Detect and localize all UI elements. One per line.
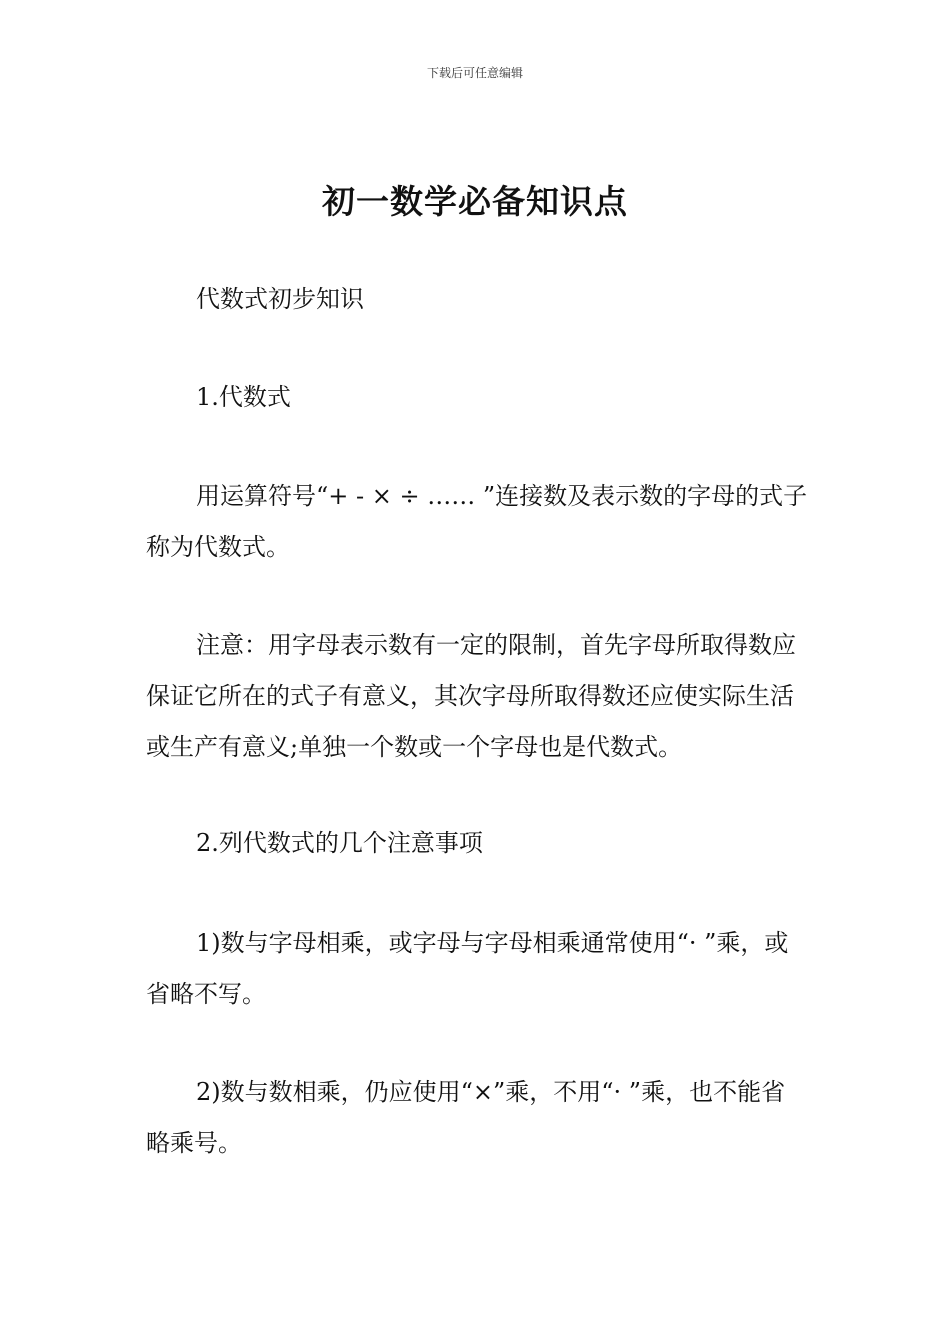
paragraph-definition: 用运算符号“+ - × ÷ …… ”连接数及表示数的字母的式子称为代数式。 xyxy=(146,482,808,561)
subsection-heading: 2.列代数式的几个注意事项 xyxy=(196,829,483,857)
list-item: 2)数与数相乘，仍应使用“×”乘，不用“· ”乘，也不能省略乘号。 xyxy=(146,1078,786,1157)
document-title: 初一数学必备知识点 xyxy=(322,182,628,221)
subsection-heading: 1.代数式 xyxy=(196,383,291,411)
section-heading: 代数式初步知识 xyxy=(196,285,364,313)
paragraph-note: 注意：用字母表示数有一定的限制，首先字母所取得数应保证它所在的式子有意义，其次字母所取得数还应使实际生活或生产有意义;单独一个数或一个字母也是代数式。 xyxy=(146,631,796,761)
page-header: 下载后可任意编辑 xyxy=(426,66,523,80)
list-item: 1)数与字母相乘，或字母与字母相乘通常使用“· ”乘，或省略不写。 xyxy=(146,929,789,1008)
